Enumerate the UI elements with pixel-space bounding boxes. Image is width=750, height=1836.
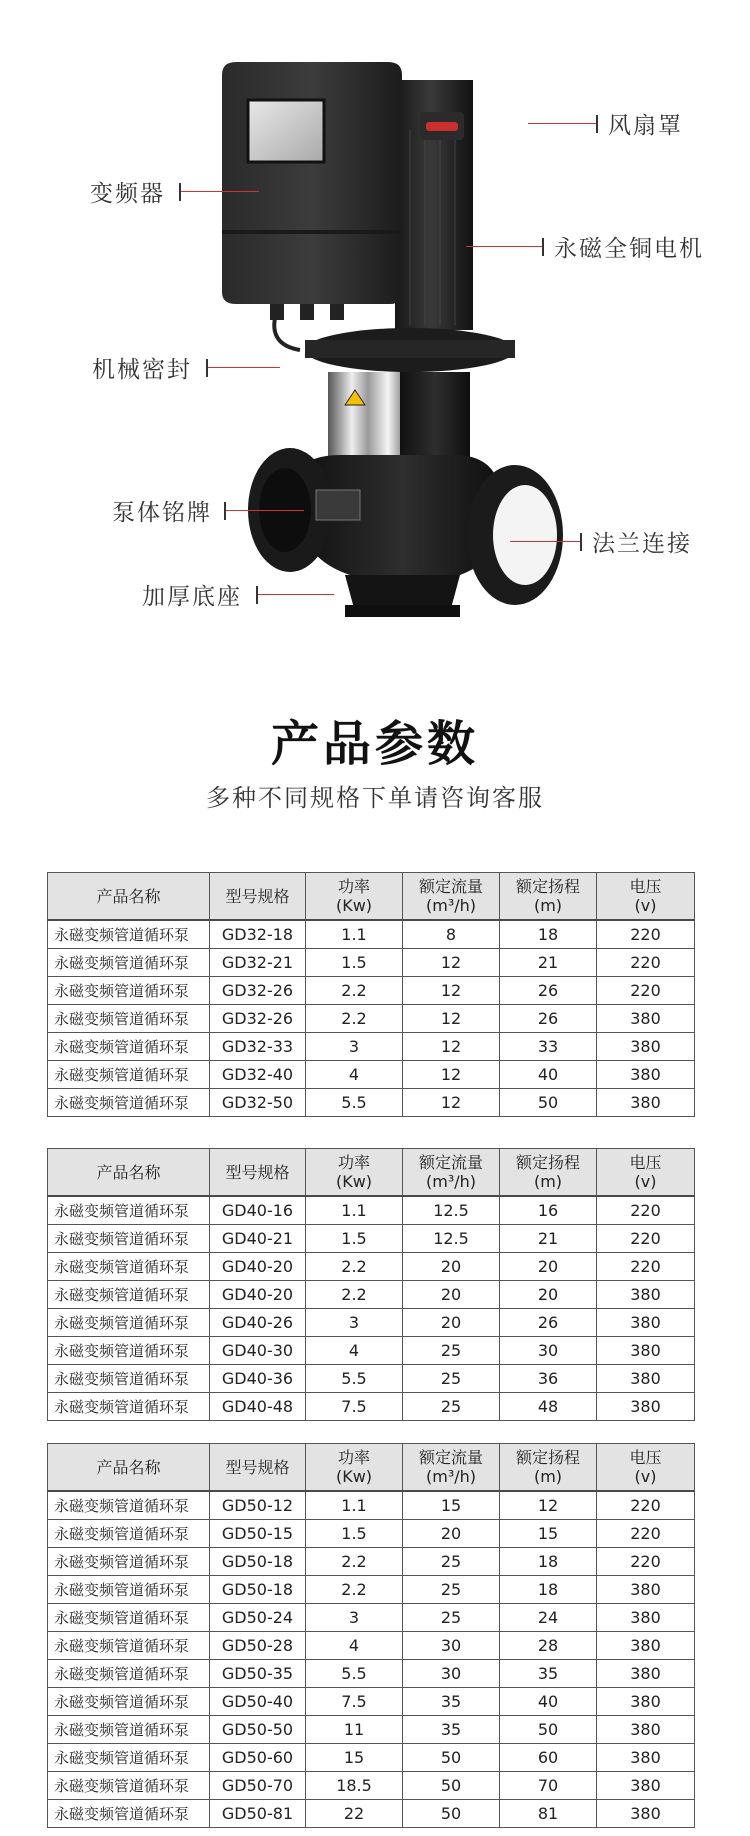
header-model	[210, 1444, 306, 1492]
callout-inverter	[90, 175, 259, 208]
section-subtitle: 多种不同规格下单请咨询客服	[206, 784, 544, 812]
cell-product-name: 永磁变频管道循环泵	[48, 1688, 210, 1716]
cell-flow: 12	[403, 949, 500, 977]
cell-voltage: 380	[597, 1772, 695, 1800]
cell-model: GD32-40	[210, 1061, 306, 1089]
cell-voltage: 380	[597, 1337, 695, 1365]
cell-head: 33	[500, 1033, 597, 1061]
table-row	[48, 1225, 695, 1253]
header-model-label: 型号规格	[225, 886, 290, 906]
table-header-row	[48, 873, 695, 921]
header-voltage-unit: (v)	[634, 1172, 657, 1191]
table-row	[48, 1688, 695, 1716]
cell-power: 1.1	[306, 920, 403, 949]
cell-voltage: 380	[597, 1089, 695, 1117]
cell-model: GD50-60	[210, 1744, 306, 1772]
cell-voltage: 380	[597, 1365, 695, 1393]
callout-inverter-label: 变频器	[90, 181, 165, 207]
cell-voltage: 380	[597, 1281, 695, 1309]
header-power-unit: (Kw)	[335, 1467, 373, 1486]
cell-flow: 35	[403, 1688, 500, 1716]
cell-flow: 25	[403, 1576, 500, 1604]
table-row	[48, 1309, 695, 1337]
cell-voltage: 220	[597, 1196, 695, 1225]
header-voltage-unit: (v)	[634, 896, 657, 915]
cell-power: 7.5	[306, 1688, 403, 1716]
cell-head: 35	[500, 1660, 597, 1688]
cell-power: 2.2	[306, 1005, 403, 1033]
table-row	[48, 1061, 695, 1089]
cell-flow: 25	[403, 1604, 500, 1632]
cell-voltage: 380	[597, 1309, 695, 1337]
cell-power: 3	[306, 1033, 403, 1061]
header-voltage	[597, 1149, 695, 1197]
header-voltage	[597, 1444, 695, 1492]
table-row	[48, 1393, 695, 1421]
cell-flow: 25	[403, 1548, 500, 1576]
header-flow-label: 额定流量	[418, 1153, 483, 1172]
cell-flow: 50	[403, 1744, 500, 1772]
cell-head: 40	[500, 1688, 597, 1716]
cell-head: 20	[500, 1253, 597, 1281]
cell-flow: 20	[403, 1253, 500, 1281]
cell-flow: 12	[403, 1005, 500, 1033]
header-head-unit: (m)	[533, 1467, 563, 1486]
fan-cover-badge	[426, 122, 458, 131]
cell-head: 70	[500, 1772, 597, 1800]
callout-base	[142, 578, 334, 611]
table-row	[48, 1660, 695, 1688]
table-row	[48, 977, 695, 1005]
cell-product-name: 永磁变频管道循环泵	[48, 1520, 210, 1548]
cell-head: 15	[500, 1520, 597, 1548]
cell-flow: 20	[403, 1309, 500, 1337]
table-row	[48, 1520, 695, 1548]
cell-power: 22	[306, 1800, 403, 1828]
cell-model: GD32-26	[210, 977, 306, 1005]
cell-head: 48	[500, 1393, 597, 1421]
cell-head: 12	[500, 1491, 597, 1520]
cell-model: GD40-26	[210, 1309, 306, 1337]
table-row	[48, 1281, 695, 1309]
header-voltage	[597, 873, 695, 921]
cell-head: 26	[500, 1309, 597, 1337]
cell-voltage: 380	[597, 1393, 695, 1421]
cell-voltage: 380	[597, 1576, 695, 1604]
cell-power: 5.5	[306, 1365, 403, 1393]
cell-product-name: 永磁变频管道循环泵	[48, 1660, 210, 1688]
cell-product-name: 永磁变频管道循环泵	[48, 1225, 210, 1253]
header-head-label: 额定扬程	[515, 877, 580, 896]
cell-model: GD40-16	[210, 1196, 306, 1225]
cell-model: GD50-28	[210, 1632, 306, 1660]
cell-flow: 12.5	[403, 1225, 500, 1253]
table-row	[48, 1604, 695, 1632]
cell-model: GD50-18	[210, 1548, 306, 1576]
cell-product-name: 永磁变频管道循环泵	[48, 1716, 210, 1744]
cell-head: 18	[500, 920, 597, 949]
mechanical-seal	[328, 372, 408, 464]
cell-voltage: 220	[597, 1225, 695, 1253]
cell-head: 50	[500, 1089, 597, 1117]
cell-product-name: 永磁变频管道循环泵	[48, 1772, 210, 1800]
cell-flow: 12	[403, 1033, 500, 1061]
header-flow-label: 额定流量	[418, 877, 483, 896]
cell-power: 1.1	[306, 1196, 403, 1225]
callout-fan-cover	[528, 107, 683, 140]
cell-model: GD50-35	[210, 1660, 306, 1688]
cell-product-name: 永磁变频管道循环泵	[48, 1196, 210, 1225]
cell-power: 2.2	[306, 977, 403, 1005]
cell-product-name: 永磁变频管道循环泵	[48, 1089, 210, 1117]
cell-flow: 25	[403, 1393, 500, 1421]
header-head-label: 额定扬程	[515, 1153, 580, 1172]
cell-product-name: 永磁变频管道循环泵	[48, 1491, 210, 1520]
header-model-label: 型号规格	[225, 1457, 290, 1477]
cell-power: 1.5	[306, 949, 403, 977]
callout-motor-label: 永磁全铜电机	[554, 236, 704, 262]
spec-table-gd50	[47, 1443, 695, 1828]
cell-power: 11	[306, 1716, 403, 1744]
header-model-label: 型号规格	[225, 1162, 290, 1182]
cell-voltage: 380	[597, 1604, 695, 1632]
cell-model: GD40-20	[210, 1253, 306, 1281]
cell-product-name: 永磁变频管道循环泵	[48, 977, 210, 1005]
table-row	[48, 1196, 695, 1225]
cell-product-name: 永磁变频管道循环泵	[48, 1005, 210, 1033]
cell-power: 18.5	[306, 1772, 403, 1800]
cell-power: 1.5	[306, 1225, 403, 1253]
callout-mech-seal-label: 机械密封	[92, 357, 192, 383]
header-flow-label: 额定流量	[418, 1448, 483, 1467]
cell-voltage: 380	[597, 1660, 695, 1688]
cell-power: 5.5	[306, 1660, 403, 1688]
cell-product-name: 永磁变频管道循环泵	[48, 920, 210, 949]
table-row	[48, 1337, 695, 1365]
header-product-name-label: 产品名称	[96, 1457, 161, 1477]
table-header-row	[48, 1149, 695, 1197]
header-head	[500, 1444, 597, 1492]
header-voltage-label: 电压	[629, 877, 662, 896]
cell-product-name: 永磁变频管道循环泵	[48, 1604, 210, 1632]
cell-voltage: 380	[597, 1005, 695, 1033]
table-row	[48, 1800, 695, 1828]
cell-power: 2.2	[306, 1576, 403, 1604]
cell-power: 3	[306, 1309, 403, 1337]
cell-flow: 20	[403, 1520, 500, 1548]
cell-model: GD32-18	[210, 920, 306, 949]
cell-voltage: 220	[597, 1520, 695, 1548]
header-flow	[403, 1149, 500, 1197]
cell-model: GD50-50	[210, 1716, 306, 1744]
cell-product-name: 永磁变频管道循环泵	[48, 1253, 210, 1281]
cell-voltage: 380	[597, 1061, 695, 1089]
cell-flow: 30	[403, 1632, 500, 1660]
table-row	[48, 1089, 695, 1117]
cell-flow: 12	[403, 1089, 500, 1117]
cell-power: 4	[306, 1632, 403, 1660]
callout-nameplate-label: 泵体铭牌	[112, 500, 212, 526]
cell-model: GD50-18	[210, 1576, 306, 1604]
cell-product-name: 永磁变频管道循环泵	[48, 949, 210, 977]
table-row	[48, 1716, 695, 1744]
header-power	[306, 1444, 403, 1492]
cell-model: GD40-36	[210, 1365, 306, 1393]
cell-flow: 25	[403, 1337, 500, 1365]
header-product-name	[48, 1444, 210, 1492]
cell-head: 50	[500, 1716, 597, 1744]
cell-head: 24	[500, 1604, 597, 1632]
cell-voltage: 220	[597, 1491, 695, 1520]
cell-power: 15	[306, 1744, 403, 1772]
cell-power: 1.5	[306, 1520, 403, 1548]
table-row	[48, 920, 695, 949]
cell-product-name: 永磁变频管道循环泵	[48, 1548, 210, 1576]
cell-flow: 25	[403, 1365, 500, 1393]
cell-model: GD32-33	[210, 1033, 306, 1061]
cell-power: 4	[306, 1337, 403, 1365]
callout-flange-label: 法兰连接	[592, 531, 692, 557]
cell-model: GD32-26	[210, 1005, 306, 1033]
cell-flow: 50	[403, 1772, 500, 1800]
table-row	[48, 1576, 695, 1604]
cell-power: 4	[306, 1061, 403, 1089]
header-head	[500, 873, 597, 921]
cell-model: GD40-20	[210, 1281, 306, 1309]
table-row	[48, 1744, 695, 1772]
cell-power: 5.5	[306, 1089, 403, 1117]
cell-model: GD50-15	[210, 1520, 306, 1548]
header-head-label: 额定扬程	[515, 1448, 580, 1467]
cell-head: 18	[500, 1576, 597, 1604]
cell-head: 81	[500, 1800, 597, 1828]
cell-flow: 8	[403, 920, 500, 949]
cell-model: GD40-30	[210, 1337, 306, 1365]
table-row	[48, 1005, 695, 1033]
cell-flow: 12	[403, 977, 500, 1005]
spec-table-gd40	[47, 1148, 695, 1421]
table-row	[48, 1253, 695, 1281]
callout-nameplate	[112, 494, 304, 527]
cell-voltage: 380	[597, 1744, 695, 1772]
cell-flow: 12.5	[403, 1196, 500, 1225]
cell-model: GD50-24	[210, 1604, 306, 1632]
cell-product-name: 永磁变频管道循环泵	[48, 1744, 210, 1772]
cell-voltage: 220	[597, 1253, 695, 1281]
header-voltage-unit: (v)	[634, 1467, 657, 1486]
cell-power: 7.5	[306, 1393, 403, 1421]
callout-flange	[510, 525, 692, 558]
cell-product-name: 永磁变频管道循环泵	[48, 1309, 210, 1337]
cell-head: 21	[500, 949, 597, 977]
table-row	[48, 1491, 695, 1520]
table-row	[48, 949, 695, 977]
table-row	[48, 1632, 695, 1660]
cell-head: 28	[500, 1632, 597, 1660]
cell-flow: 12	[403, 1061, 500, 1089]
header-model	[210, 1149, 306, 1197]
cell-power: 1.1	[306, 1491, 403, 1520]
cell-product-name: 永磁变频管道循环泵	[48, 1337, 210, 1365]
header-voltage-label: 电压	[629, 1153, 662, 1172]
cell-flow: 50	[403, 1800, 500, 1828]
header-power-unit: (Kw)	[335, 896, 373, 915]
cell-model: GD40-48	[210, 1393, 306, 1421]
header-model	[210, 873, 306, 921]
cell-flow: 30	[403, 1660, 500, 1688]
cell-power: 2.2	[306, 1548, 403, 1576]
callout-fan-cover-label: 风扇罩	[608, 113, 683, 139]
cell-voltage: 220	[597, 920, 695, 949]
header-power	[306, 1149, 403, 1197]
cell-model: GD50-12	[210, 1491, 306, 1520]
cell-product-name: 永磁变频管道循环泵	[48, 1281, 210, 1309]
pump-nameplate	[316, 490, 360, 520]
cell-model: GD50-40	[210, 1688, 306, 1716]
cell-product-name: 永磁变频管道循环泵	[48, 1632, 210, 1660]
cell-head: 36	[500, 1365, 597, 1393]
cell-power: 2.2	[306, 1253, 403, 1281]
header-flow-unit: (m³/h)	[425, 1467, 476, 1486]
table-row	[48, 1548, 695, 1576]
cell-head: 18	[500, 1548, 597, 1576]
header-power-label: 功率	[337, 1448, 370, 1467]
cell-voltage: 220	[597, 1548, 695, 1576]
header-power-label: 功率	[337, 877, 370, 896]
header-head-unit: (m)	[533, 896, 563, 915]
table-header-row	[48, 1444, 695, 1492]
cell-voltage: 380	[597, 1800, 695, 1828]
cell-model: GD32-50	[210, 1089, 306, 1117]
header-head-unit: (m)	[533, 1172, 563, 1191]
spec-table-gd32	[47, 872, 695, 1117]
header-flow-unit: (m³/h)	[425, 1172, 476, 1191]
section-title: 产品参数	[270, 716, 479, 772]
cell-product-name: 永磁变频管道循环泵	[48, 1800, 210, 1828]
cell-model: GD50-81	[210, 1800, 306, 1828]
cell-power: 3	[306, 1604, 403, 1632]
cell-flow: 20	[403, 1281, 500, 1309]
cell-model: GD32-21	[210, 949, 306, 977]
table-row	[48, 1033, 695, 1061]
cell-head: 26	[500, 977, 597, 1005]
cell-product-name: 永磁变频管道循环泵	[48, 1061, 210, 1089]
table-row	[48, 1365, 695, 1393]
cell-product-name: 永磁变频管道循环泵	[48, 1576, 210, 1604]
cell-flow: 35	[403, 1716, 500, 1744]
cell-voltage: 220	[597, 949, 695, 977]
header-product-name-label: 产品名称	[96, 1162, 161, 1182]
cell-voltage: 380	[597, 1716, 695, 1744]
callout-mech-seal	[92, 351, 280, 384]
cell-head: 40	[500, 1061, 597, 1089]
cell-voltage: 380	[597, 1688, 695, 1716]
cell-power: 2.2	[306, 1281, 403, 1309]
cell-head: 16	[500, 1196, 597, 1225]
cell-model: GD40-21	[210, 1225, 306, 1253]
callout-motor	[466, 230, 704, 263]
cell-product-name: 永磁变频管道循环泵	[48, 1393, 210, 1421]
cell-voltage: 380	[597, 1632, 695, 1660]
header-voltage-label: 电压	[629, 1448, 662, 1467]
inverter-screen	[248, 100, 324, 162]
cell-voltage: 220	[597, 977, 695, 1005]
cable-glands	[270, 304, 344, 320]
header-power-unit: (Kw)	[335, 1172, 373, 1191]
header-flow	[403, 1444, 500, 1492]
header-product-name-label: 产品名称	[96, 886, 161, 906]
callout-base-label: 加厚底座	[142, 584, 242, 610]
cell-voltage: 380	[597, 1033, 695, 1061]
table-row	[48, 1772, 695, 1800]
header-product-name	[48, 873, 210, 921]
cell-head: 26	[500, 1005, 597, 1033]
cell-product-name: 永磁变频管道循环泵	[48, 1365, 210, 1393]
cell-head: 60	[500, 1744, 597, 1772]
header-flow	[403, 873, 500, 921]
header-power-label: 功率	[337, 1153, 370, 1172]
cell-head: 20	[500, 1281, 597, 1309]
header-head	[500, 1149, 597, 1197]
header-power	[306, 873, 403, 921]
header-product-name	[48, 1149, 210, 1197]
header-flow-unit: (m³/h)	[425, 896, 476, 915]
cell-flow: 15	[403, 1491, 500, 1520]
cell-model: GD50-70	[210, 1772, 306, 1800]
cell-head: 30	[500, 1337, 597, 1365]
cell-head: 21	[500, 1225, 597, 1253]
cell-product-name: 永磁变频管道循环泵	[48, 1033, 210, 1061]
